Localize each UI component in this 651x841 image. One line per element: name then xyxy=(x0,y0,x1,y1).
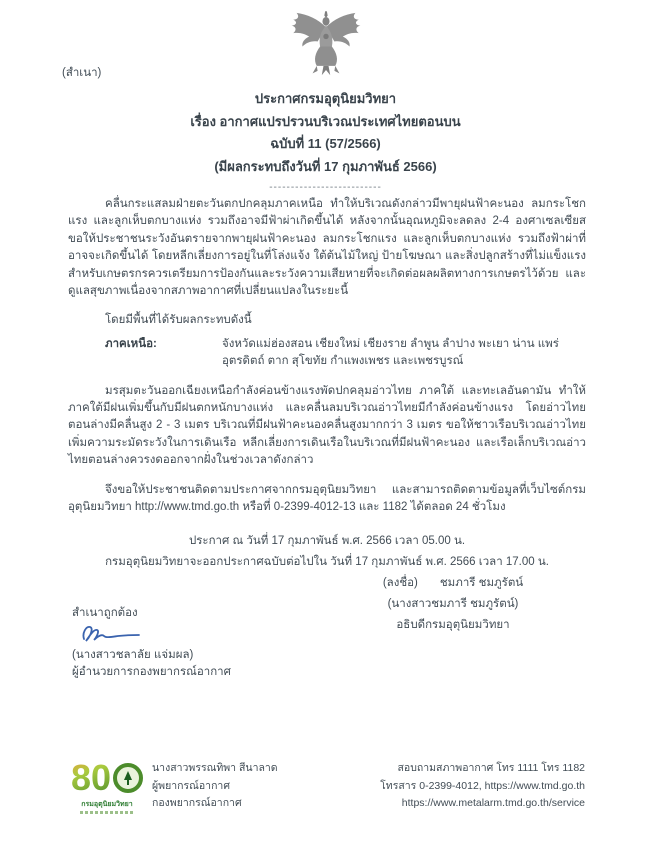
logo-caption: กรมอุตุนิยมวิทยา xyxy=(81,801,133,808)
affected-areas-intro: โดยมีพื้นที่ได้รับผลกระทบดังนี้ xyxy=(105,314,252,327)
signature-block xyxy=(188,573,651,636)
logo-number: 80 xyxy=(70,757,112,798)
paragraph-weather-north: คลื่นกระแสลมฝ่ายตะวันตกปกคลุมภาคเหนือ ทำให้บริเวณดังกล่าวมีพายุฝนฟ้าคะนอง ลมกระโชกแรง และลูกเห็บตกบางแห่ง รวมถึงอาจมีฟ้าผ่าเกิดขึ้นได้ หลังจากนั้นอุณหภูมิจะลดลง 2-4 องศาเซลเซียส ขอให้ประชาชนระวังอันตรายจากพายุฝนฟ้าคะนอง ลมกระโชกแรง และลูกเห็บตกบางแห่ง รวมถึงฟ้าผ่าที่อาจจะเกิดขึ้นได้ โดยหลีกเลี่ยงการอยู่ในที่โล่งแจ้ง ใต้ต้นไม้ใหญ่ ป้ายโฆษณา และสิ่งปลูกสร้างที่ไม่แข็งแรง สำหรับเกษตรกรควรเตรียมการป้องกันและระวังความเสียหายที่จะเกิดต่อผลผลิตทางการเกษตรไว้ด้วย และดูแลสุขภาพเนื่องจากสภาพอากาศที่เปลี่ยนแปลงในระยะนี้ xyxy=(68,198,586,298)
garuda-emblem-icon xyxy=(284,10,368,78)
paragraph-follow-updates: จึงขอให้ประชาชนติดตามประกาศจากกรมอุตุนิยมวิทยา และสามารถติดตามข้อมูลที่เว็บไซต์กรมอุตุนิยมวิทยา http://www.tmd.go.th หรือที่ 0-2399-4012-13 และ 1182 ได้ตลอด 24 ชั่วโมง xyxy=(68,483,586,514)
region-label: ภาคเหนือ: xyxy=(105,337,157,350)
forecaster-name: นางสาวพรรณทิพา สีนาลาด xyxy=(152,762,278,774)
title-block xyxy=(0,88,651,195)
title-issue-number: ฉบับที่ 11 (57/2566) xyxy=(270,136,381,151)
signed-label: (ลงชื่อ) xyxy=(382,576,418,589)
title-effective-date: (มีผลกระทบถึงวันที่ 17 กุมภาพันธ์ 2566) xyxy=(214,158,437,174)
forecaster-role: ผู้พยากรณ์อากาศ xyxy=(152,779,230,792)
contact-alert-service-line: https://www.metalarm.tmd.go.th/service xyxy=(401,797,585,809)
logo-80-mark xyxy=(68,758,146,798)
footer-contact-block xyxy=(380,760,585,813)
signed-name: ชมภารี ชมภูรัตน์ xyxy=(439,576,524,589)
certifier-name: (นางสาวชลาลัย แจ่มผล) xyxy=(72,649,194,661)
handwritten-signature-icon xyxy=(78,623,142,647)
logo-subcaption-decoration xyxy=(80,811,134,814)
contact-fax-website-line: โทรสาร 0-2399-4012, https://www.tmd.go.th xyxy=(380,779,585,792)
certification-block xyxy=(72,605,231,681)
paragraph-monsoon-south: มรสุมตะวันออกเฉียงเหนือกำลังค่อนข้างแรงพัดปกคลุมอ่าวไทย ภาคใต้ และทะเลอันดามัน ทำให้ภาคใต้มีฝนเพิ่มขึ้นกับมีฝนตกหนักบางแห่ง และคลื่นลมบริเวณอ่าวไทยมีกำลังค่อนข้างแรง โดยอ่าวไทยตอนล่างมีคลื่นสูง 2 - 3 เมตร บริเวณที่มีฝนฟ้าคะนองคลื่นสูงมากกว่า 3 เมตร ขอให้ชาวเรือบริเวณอ่าวไทยเพิ่มความระมัดระวังในการเดินเรือ หลีกเลี่ยงการเดินเรือในบริเวณที่มีฝนฟ้าคะนอง และเรือเล็กบริเวณอ่าวไทยตอนล่างควรงดออกจากฝั่งในช่วงเวลาดังกล่าว xyxy=(68,384,586,467)
certifier-title: ผู้อำนวยการกองพยากรณ์อากาศ xyxy=(72,666,231,678)
copy-label: (สำเนา) xyxy=(62,67,102,79)
signed-line xyxy=(188,573,651,594)
tmd-80th-anniversary-logo xyxy=(68,758,146,814)
issued-date-line: ประกาศ ณ วันที่ 17 กุมภาพันธ์ พ.ศ. 2566 เวลา 05.00 น. xyxy=(188,534,466,547)
forecaster-division: กองพยากรณ์อากาศ xyxy=(152,797,242,809)
contact-phone-line: สอบถามสภาพอากาศ โทร 1111 โทร 1182 xyxy=(397,762,585,774)
title-subject: เรื่อง อากาศแปรปรวนบริเวณประเทศไทยตอนบน xyxy=(190,113,461,129)
title-agency: ประกาศกรมอุตุนิยมวิทยา xyxy=(254,91,397,106)
document-body xyxy=(68,196,586,636)
region-row xyxy=(68,336,586,371)
footer-forecaster-block xyxy=(152,760,278,813)
logo-zero-ring-icon xyxy=(113,763,143,793)
region-provinces: จังหวัดแม่ฮ่องสอน เชียงใหม่ เชียงราย ลำพูน ลำปาง พะเยา น่าน แพร่ อุตรดิตถ์ ตาก สุโขทัย กำแพงเพชร และเพชรบูรณ์ xyxy=(222,337,559,368)
certify-label: สำเนาถูกต้อง xyxy=(72,607,138,619)
dashed-divider: -------------------------- xyxy=(269,182,382,193)
signed-title: อธิบดีกรมอุตุนิยมวิทยา xyxy=(396,618,510,631)
signed-name-full: (นางสาวชมภารี ชมภูรัตน์) xyxy=(387,597,519,610)
next-issue-line: กรมอุตุนิยมวิทยาจะออกประกาศฉบับต่อไปใน วันที่ 17 กุมภาพันธ์ พ.ศ. 2566 เวลา 17.00 น. xyxy=(105,555,549,568)
logo-tree-icon xyxy=(123,771,133,785)
